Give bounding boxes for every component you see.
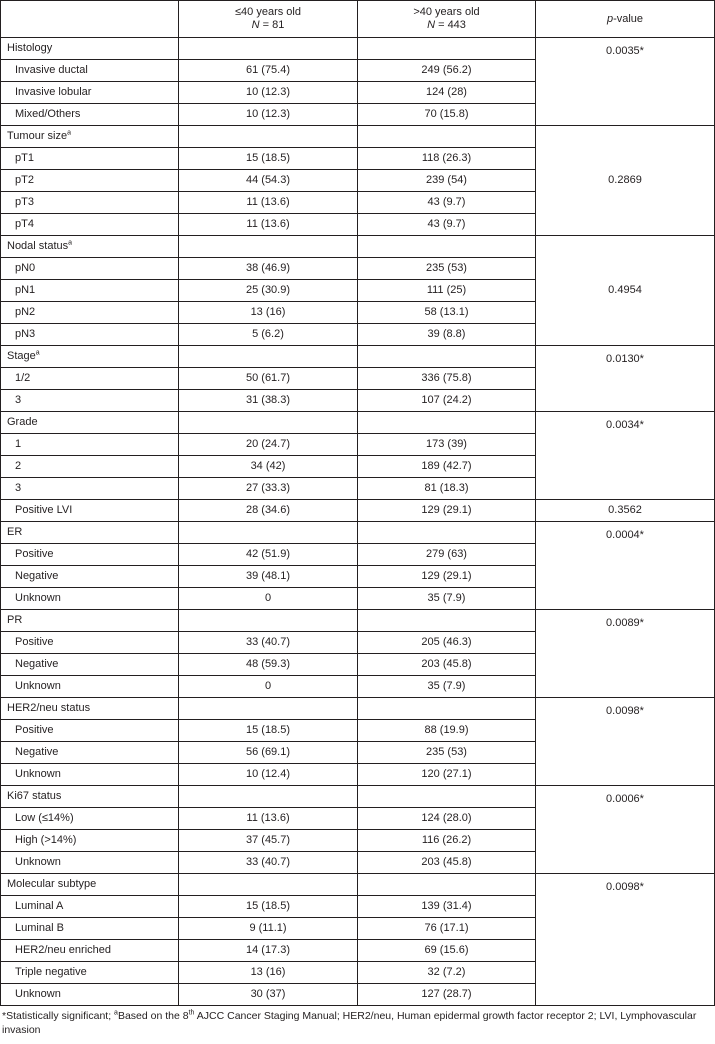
cell-old: 88 (19.9) [358,720,536,742]
row-label: Luminal A [1,896,179,918]
cell-p-value: 0.4954 [536,236,715,346]
group-empty-old [358,412,536,434]
group-empty-old [358,698,536,720]
footnote-part2: Based on the 8 [117,1010,189,1022]
table-footnote [0,1006,714,1037]
header-old-n-value: = 443 [435,19,466,31]
cell-young: 11 (13.6) [179,808,358,830]
group-label [1,874,179,896]
cell-young: 28 (34.6) [179,500,358,522]
row-label: pT1 [1,148,179,170]
cell-old: 120 (27.1) [358,764,536,786]
cell-old: 173 (39) [358,434,536,456]
table-body [1,38,715,1006]
cell-old: 124 (28.0) [358,808,536,830]
group-header-row [1,236,715,258]
cell-old: 81 (18.3) [358,478,536,500]
row-label: Positive [1,720,179,742]
row-label: pT4 [1,214,179,236]
row-label: 1 [1,434,179,456]
cell-old: 70 (15.8) [358,104,536,126]
group-empty-young [179,236,358,258]
row-label: Positive [1,632,179,654]
group-label-text: ER [7,526,23,538]
row-label: Luminal B [1,918,179,940]
group-label [1,38,179,60]
header-young-n-prefix: N [251,19,260,31]
group-empty-young [179,698,358,720]
cell-old: 129 (29.1) [358,500,536,522]
row-label: Unknown [1,588,179,610]
row-label: Negative [1,566,179,588]
cell-old: 43 (9.7) [358,214,536,236]
row-label: Positive LVI [1,500,179,522]
cell-young: 44 (54.3) [179,170,358,192]
row-label: Unknown [1,984,179,1006]
header-p-italic: p [606,12,614,25]
group-header-row [1,786,715,808]
group-label [1,126,179,148]
row-label: 2 [1,456,179,478]
cell-p-value: 0.0006* [536,786,715,874]
cell-old: 239 (54) [358,170,536,192]
group-empty-old [358,38,536,60]
cell-p-value: 0.2869 [536,126,715,236]
cell-young: 10 (12.4) [179,764,358,786]
row-label: Negative [1,742,179,764]
group-label-sup: a [68,239,73,247]
cell-young: 15 (18.5) [179,720,358,742]
group-label [1,346,179,368]
cell-young: 11 (13.6) [179,192,358,214]
group-empty-young [179,126,358,148]
group-empty-young [179,38,358,60]
cell-old: 189 (42.7) [358,456,536,478]
cell-old: 35 (7.9) [358,676,536,698]
cell-old: 32 (7.2) [358,962,536,984]
header-young-n-value: = 81 [259,19,285,31]
cell-young: 13 (16) [179,302,358,324]
cell-young: 5 (6.2) [179,324,358,346]
group-label-text: Ki67 status [7,790,62,802]
row-label: Invasive ductal [1,60,179,82]
cell-old: 35 (7.9) [358,588,536,610]
row-label: Unknown [1,676,179,698]
cell-p-value: 0.0034* [536,412,715,500]
cell-young: 27 (33.3) [179,478,358,500]
cell-old: 203 (45.8) [358,654,536,676]
cell-young: 15 (18.5) [179,148,358,170]
cell-old: 279 (63) [358,544,536,566]
cell-old: 107 (24.2) [358,390,536,412]
group-empty-old [358,522,536,544]
group-label-sup: a [67,129,72,137]
cell-young: 33 (40.7) [179,852,358,874]
group-empty-young [179,522,358,544]
row-label: 3 [1,390,179,412]
row-label: pT3 [1,192,179,214]
cell-young: 10 (12.3) [179,82,358,104]
row-label: Negative [1,654,179,676]
row-label: pN1 [1,280,179,302]
cell-young: 31 (38.3) [179,390,358,412]
table-row [1,500,715,522]
cell-p-value: 0.0035* [536,38,715,126]
cell-old: 235 (53) [358,258,536,280]
group-empty-old [358,786,536,808]
group-label-text: PR [7,614,23,626]
group-label-text: Nodal status [7,240,69,252]
cell-old: 76 (17.1) [358,918,536,940]
cell-young: 15 (18.5) [179,896,358,918]
row-label: 3 [1,478,179,500]
cell-p-value: 0.0089* [536,610,715,698]
footnote-sup-th: th [188,1009,195,1017]
cell-young: 42 (51.9) [179,544,358,566]
cell-young: 0 [179,588,358,610]
group-header-row [1,346,715,368]
row-label: Low (≤14%) [1,808,179,830]
cell-old: 69 (15.6) [358,940,536,962]
row-label: Unknown [1,852,179,874]
cell-old: 203 (45.8) [358,852,536,874]
row-label: pN2 [1,302,179,324]
cell-old: 235 (53) [358,742,536,764]
cell-young: 39 (48.1) [179,566,358,588]
header-p-rest: -value [613,12,644,25]
group-empty-young [179,412,358,434]
cell-young: 61 (75.4) [179,60,358,82]
group-label [1,786,179,808]
group-label [1,522,179,544]
group-label-sup: a [35,349,40,357]
footnote-part1: *Statistically significant; [2,1010,115,1022]
cell-old: 39 (8.8) [358,324,536,346]
cell-old: 43 (9.7) [358,192,536,214]
group-label-text: HER2/neu status [7,702,91,714]
row-label: Triple negative [1,962,179,984]
group-empty-young [179,874,358,896]
cell-young: 20 (24.7) [179,434,358,456]
group-label-text: Tumour size [7,130,68,142]
group-empty-young [179,346,358,368]
group-label-text: Grade [7,416,38,428]
cell-old: 116 (26.2) [358,830,536,852]
cell-young: 56 (69.1) [179,742,358,764]
row-label: High (>14%) [1,830,179,852]
footnote-sup-a: a [114,1009,118,1017]
header-young-label: ≤40 years old [235,6,301,18]
cell-young: 30 (37) [179,984,358,1006]
cell-young: 25 (30.9) [179,280,358,302]
cell-p-value: 0.0130* [536,346,715,412]
cell-young: 13 (16) [179,962,358,984]
group-empty-old [358,610,536,632]
group-empty-old [358,346,536,368]
group-label-text: Stage [7,350,36,362]
cell-p-value: 0.3562 [536,500,715,522]
cell-young: 37 (45.7) [179,830,358,852]
row-label: HER2/neu enriched [1,940,179,962]
cell-old: 205 (46.3) [358,632,536,654]
cell-young: 50 (61.7) [179,368,358,390]
cell-young: 10 (12.3) [179,104,358,126]
row-label: Unknown [1,764,179,786]
row-label: pN3 [1,324,179,346]
cell-old: 118 (26.3) [358,148,536,170]
group-header-row [1,522,715,544]
group-label-text: Molecular subtype [7,878,97,890]
group-header-row [1,698,715,720]
cell-old: 139 (31.4) [358,896,536,918]
cell-old: 336 (75.8) [358,368,536,390]
cell-p-value: 0.0004* [536,522,715,610]
group-empty-old [358,126,536,148]
header-old-n-prefix: N [427,19,436,31]
footnote-part3: AJCC Cancer Staging Manual; HER2/neu, Human epidermal growth factor receptor 2; LVI, Lymphovascular invasion [2,1010,697,1036]
cell-young: 33 (40.7) [179,632,358,654]
group-label [1,412,179,434]
row-label: Invasive lobular [1,82,179,104]
cell-old: 111 (25) [358,280,536,302]
cell-p-value: 0.0098* [536,874,715,1006]
cell-young: 14 (17.3) [179,940,358,962]
header-empty-cell [1,1,179,38]
group-empty-old [358,874,536,896]
group-label [1,610,179,632]
cell-young: 0 [179,676,358,698]
cell-young: 48 (59.3) [179,654,358,676]
row-label: 1/2 [1,368,179,390]
cell-old: 127 (28.7) [358,984,536,1006]
header-old [358,1,536,38]
header-old-label: >40 years old [413,6,480,18]
cell-young: 11 (13.6) [179,214,358,236]
group-header-row [1,126,715,148]
cell-old: 249 (56.2) [358,60,536,82]
group-label [1,698,179,720]
group-header-row [1,412,715,434]
row-label: Mixed/Others [1,104,179,126]
group-empty-young [179,786,358,808]
group-header-row [1,610,715,632]
group-empty-old [358,236,536,258]
cell-young: 34 (42) [179,456,358,478]
cell-old: 124 (28) [358,82,536,104]
group-header-row [1,38,715,60]
cell-p-value: 0.0098* [536,698,715,786]
header-young [179,1,358,38]
cell-old: 58 (13.1) [358,302,536,324]
group-header-row [1,874,715,896]
group-label [1,236,179,258]
header-p-value [536,1,715,38]
group-label-text: Histology [7,42,53,54]
cell-old: 129 (29.1) [358,566,536,588]
row-label: Positive [1,544,179,566]
group-empty-young [179,610,358,632]
row-label: pT2 [1,170,179,192]
header-row [1,1,715,38]
cell-young: 38 (46.9) [179,258,358,280]
row-label: pN0 [1,258,179,280]
cell-young: 9 (11.1) [179,918,358,940]
